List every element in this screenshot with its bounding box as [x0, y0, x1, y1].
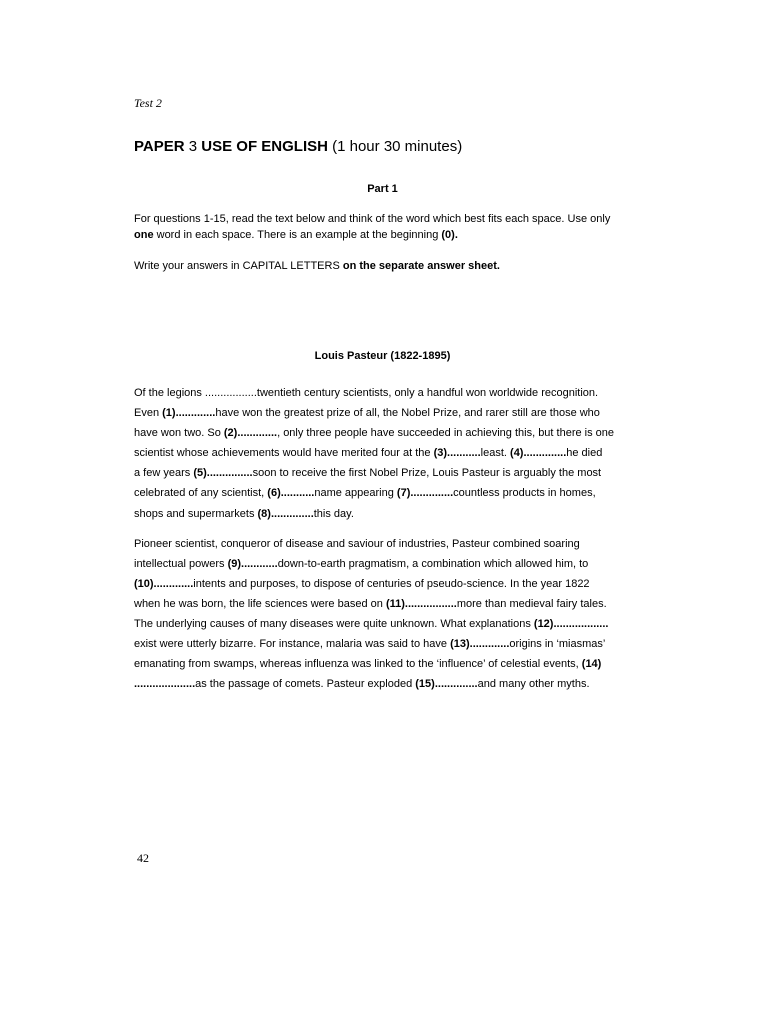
paper-number: 3: [184, 138, 202, 155]
gap-9: (9)............: [227, 557, 278, 570]
test-label: Test 2: [134, 96, 162, 110]
passage-line: ....................as the passage of comets. Pasteur exploded (15)..............and many other myths.: [134, 678, 590, 691]
passage-line: The underlying causes of many diseases were quite unknown. What explanations (12)..................: [134, 618, 609, 631]
page-number: 42: [137, 851, 149, 865]
paper-duration: (1 hour 30 minutes): [327, 138, 463, 155]
gap-4: (4)..............: [510, 447, 567, 460]
gap-10: (10).............: [134, 577, 194, 590]
gap-14: (14): [581, 658, 602, 671]
gap-3: (3)...........: [433, 447, 481, 460]
example-marker: (0).: [441, 229, 458, 241]
gap-7: (7)..............: [396, 487, 454, 500]
instruction-paragraph-2: Write your answers in CAPITAL LETTERS on the separate answer sheet.: [134, 260, 500, 272]
gap-14-dots: ....................: [134, 678, 196, 691]
passage-line: Of the legions .................twentieth century scientists, only a handful won worldwide recognition.: [134, 387, 599, 399]
cloze-passage: [134, 383, 631, 694]
paper-title: [134, 138, 462, 155]
passage-line: exist were utterly bizarre. For instance, malaria was said to have (13).............origins in ‘miasmas’: [134, 638, 606, 651]
passage-line: celebrated of any scientist, (6)...........name appearing (7)..............countless products in homes,: [134, 487, 596, 500]
gap-15: (15)..............: [415, 678, 478, 691]
gap-8: (8)..............: [257, 507, 314, 520]
passage-line: shops and supermarkets (8)..............this day.: [134, 507, 354, 520]
passage-line: scientist whose achievements would have merited four at the (3)...........least. (4)..............he died: [134, 447, 603, 460]
passage-line: emanating from swamps, whereas influenza was linked to the ‘influence’ of celestial events, (14): [134, 658, 602, 671]
gap-1: (1).............: [162, 407, 216, 420]
passage-line: have won two. So (2)............., only three people have succeeded in achieving this, but there is one: [134, 427, 615, 440]
gap-12: (12)..................: [533, 618, 609, 631]
passage-line: intellectual powers (9)............down-to-earth pragmatism, a combination which allowed him, to: [134, 557, 589, 570]
section-name: USE OF ENGLISH: [201, 138, 328, 155]
gap-6: (6)...........: [267, 487, 315, 500]
passage-line: Even (1).............have won the greatest prize of all, the Nobel Prize, and rarer still are those who: [134, 407, 600, 420]
instructions: [134, 211, 631, 289]
paragraph-spacer: [134, 524, 631, 534]
paper-label: PAPER: [134, 138, 185, 155]
gap-2: (2).............: [223, 427, 278, 440]
text-title: Louis Pasteur (1822-1895): [314, 350, 451, 362]
gap-5: (5)...............: [193, 467, 253, 480]
gap-13: (13).............: [450, 638, 510, 651]
instruction-paragraph-1: For questions 1-15, read the text below and think of the word which best fits each space. Use only one word in each space. There is an example at the beginning (0).: [134, 213, 611, 241]
passage-line: (10).............intents and purposes, to dispose of centuries of pseudo-science. In the year 1822: [134, 577, 590, 590]
emphasis-one: one: [134, 229, 154, 241]
gap-11: (11).................: [385, 597, 457, 610]
passage-line: Pioneer scientist, conqueror of disease and saviour of industries, Pasteur combined soaring: [134, 537, 580, 550]
passage-line: a few years (5)...............soon to receive the first Nobel Prize, Louis Pasteur is arguably the most: [134, 467, 602, 480]
passage-line: when he was born, the life sciences were based on (11).................more than medieval fairy tales.: [134, 597, 607, 610]
answer-sheet-note: on the separate answer sheet.: [342, 260, 500, 272]
part-heading: Part 1: [367, 183, 398, 195]
